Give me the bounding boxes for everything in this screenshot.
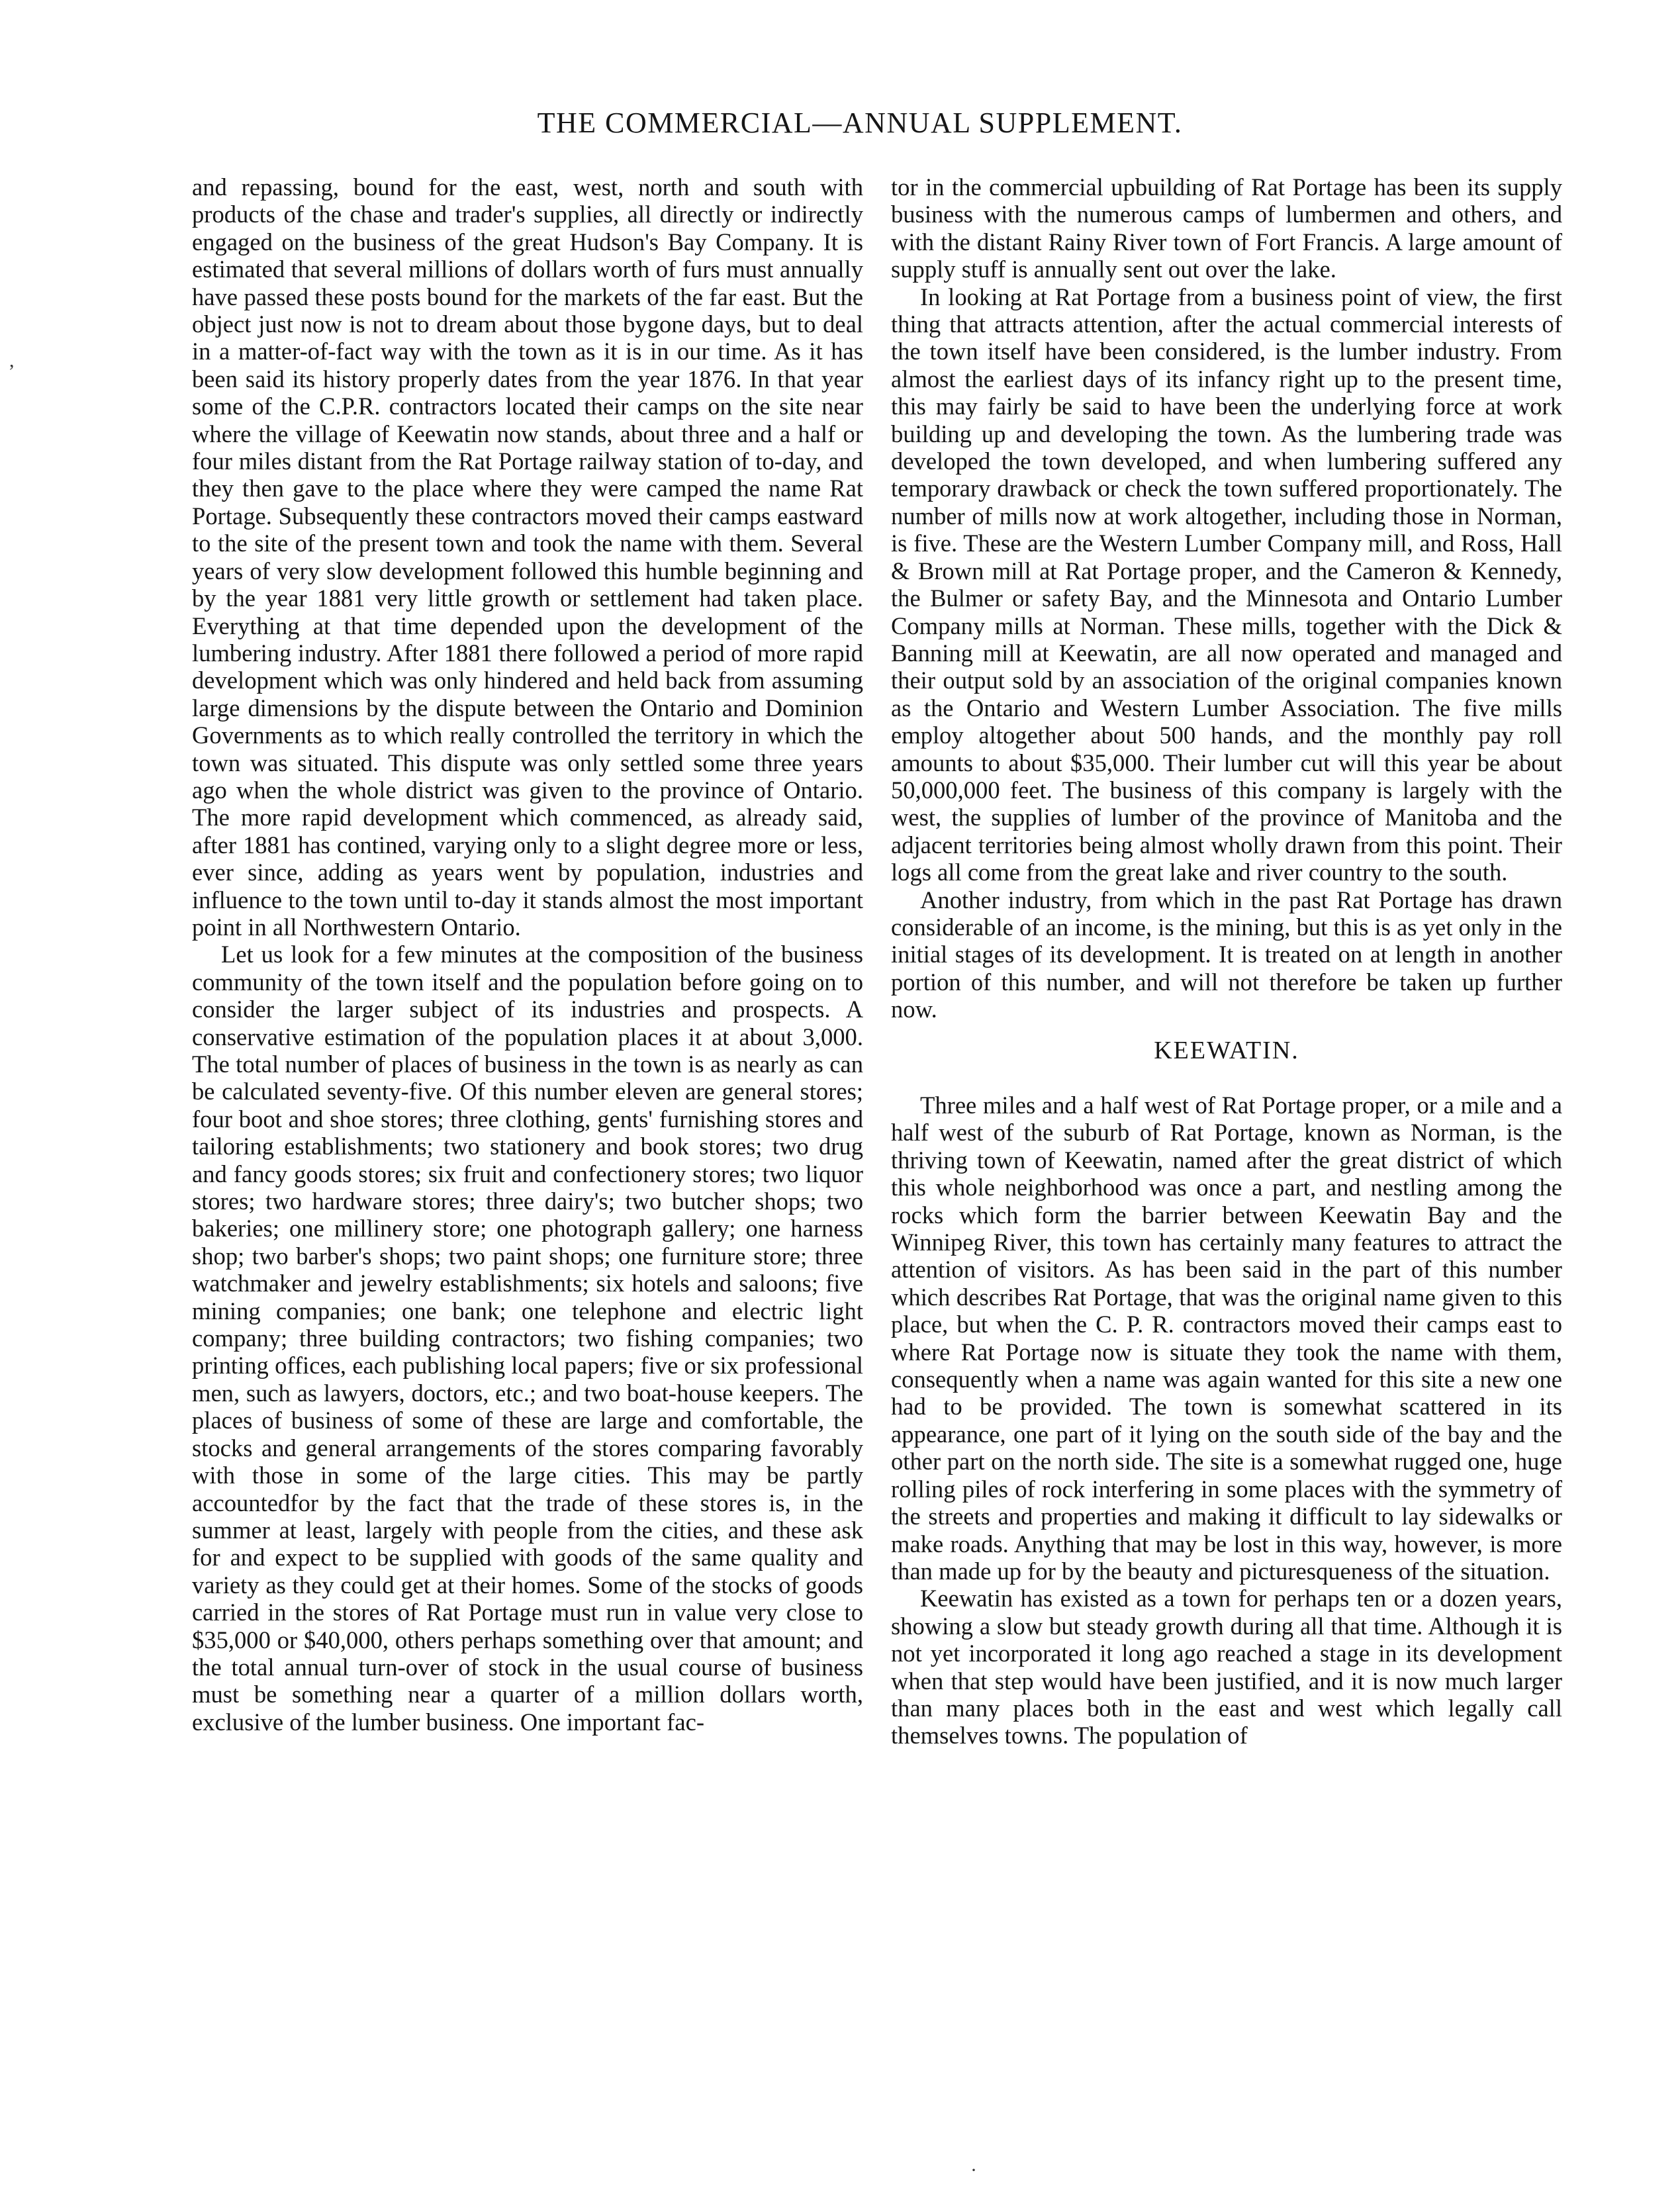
left-paragraph-1: and repassing, bound for the east, west, north and south with products of the chase and trader's supplies, all directly or indirectly engaged on the business of the great Hudson's Bay Company. It is estimated that several millions of dollars worth of furs must annually have passed these posts bound for the markets of the far east. But the object just now is not to dream about those bygone days, but to deal in a matter-of-fact way with the town as it is in our time. As it has been said its history properly dates from the year 1876. In that year some of the C.P.R. contractors located their camps on the site near where the village of Keewatin now stands, about three and a half or four miles distant from the Rat Portage railway station of to-day, and they then gave to the place where they were camped the name Rat Portage. Subsequently these contractors moved their camps eastward to the site of the present town and took the name with them. Several years of very slow development followed this humble beginning and by the year 1881 very little growth or settlement had taken place. Everything at that time depended upon the development of the lumbering industry. After 1881 there followed a period of more rapid development which was only hindered and held back from assuming large dimensions by the dispute between the Ontario and Dominion Governments as to which really controlled the territory in which the town was situated. This dispute was only settled some three years ago when the whole district was given to the province of Ontario. The more rapid development which commenced, as already said, after 1881 has contined, varying only to a slight degree more or less, ever since, adding as years went by population, industries and influence to the town until to-day it stands almost the most important point in all Northwestern Ontario. (192, 173, 863, 941)
keewatin-paragraph-1: Three miles and a half west of Rat Portage proper, or a mile and a half west of the suburb of Rat Portage, known as Norman, is the thriving town of Keewatin, named after the great district of which this whole neighborhood was once a part, and nestling among the rocks which form the barrier between Keewatin Bay and the Winnipeg River, this town has certainly many features to attract the attention of visitors. As has been said in the part of this number which describes Rat Portage, that was the original name given to this place, but when the C. P. R. contractors moved their camps east to where Rat Portage now is situate they took the name with them, consequently when a name was again wanted for this site a new one had to be provided. The town is somewhat scattered in its appearance, one part of it lying on the south side of the bay and the other part on the north side. The site is a somewhat rugged one, huge rolling piles of rock interfering in some places with the symmetry of the streets and properties and making it difficult to lay sidewalks or make roads. Anything that may be lost in this way, however, is more than made up for by the beauty and picturesqueness of the situation. (891, 1092, 1562, 1585)
right-paragraph-2: In looking at Rat Portage from a business point of view, the first thing that attracts attention, after the actual commercial interests of the town itself have been considered, is the lumber industry. From almost the earliest days of its infancy right up to the present time, this may fairly be said to have been the underlying force at work building up and developing the town. As the lumbering trade was developed the town developed, and when lumbering suffered any temporary drawback or check the town suffered proportionately. The number of mills now at work altogether, including those in Norman, is five. These are the Western Lumber Company mill, and Ross, Hall & Brown mill at Rat Portage proper, and the Cameron & Kennedy, the Bulmer or safety Bay, and the Minnesota and Ontario Lumber Company mills at Norman. These mills, together with the Dick & Banning mill at Keewatin, are all now operated and managed and their output sold by an association of the original companies known as the Ontario and Western Lumber Association. The five mills employ altogether about 500 hands, and the monthly pay roll amounts to about $35,000. Their lumber cut will this year be about 50,000,000 feet. The business of this company is largely with the west, the supplies of lumber of the province of Manitoba and the adjacent territories being almost wholly drawn from this point. Their logs all come from the great lake and river country to the south. (891, 283, 1562, 886)
right-column (891, 173, 1562, 1749)
section-heading-keewatin: KEEWATIN. (1154, 1036, 1299, 1064)
margin-speck: , (9, 349, 15, 371)
right-paragraph-3: Another industry, from which in the past Rat Portage has drawn considerable of an income, is the mining, but this is as yet only in the initial stages of its development. It is treated on at length in another portion of this number, and will not therefore be taken up further now. (891, 886, 1562, 1023)
left-paragraph-2: Let us look for a few minutes at the composition of the business community of the town itself and the population before going on to consider the larger subject of its industries and prospects. A conservative estimation of the population places it at about 3,000. The total number of places of business in the town is as nearly as can be calculated seventy-five. Of this number eleven are general stores; four boot and shoe stores; three clothing, gents' furnishing stores and tailoring establishments; two stationery and book stores; two drug and fancy goods stores; six fruit and confectionery stores; two liquor stores; two hardware stores; three dairy's; two butcher shops; two bakeries; one millinery store; one photograph gallery; one harness shop; two barber's shops; two paint shops; one furniture store; three watchmaker and jewelry establishments; six hotels and saloons; five mining companies; one bank; one telephone and electric light company; three building contractors; two fishing companies; two printing offices, each publishing local papers; five or six professional men, such as lawyers, doctors, etc.; and two boat-house keepers. The places of business of some of these are large and comfortable, the stocks and general arrangements of the stores comparing favorably with those in some of the large cities. This may be partly accountedfor by the fact that the trade of these stores is, in the summer at least, largely with people from the cities, and these ask for and expect to be supplied with goods of the same quality and variety as they could get at their homes. Some of the stocks of goods carried in the stores of Rat Portage must run in value very close to $35,000 or $40,000, others perhaps something over that amount; and the total annual turn-over of stock in the usual course of business must be something near a quarter of a million dollars worth, exclusive of the lumber business. One important fac- (192, 941, 863, 1736)
keewatin-paragraph-2: Keewatin has existed as a town for perhaps ten or a dozen years, showing a slow but steady growth during all that time. Although it is not yet incorporated it long ago reached a stage in its development when that step would have been justified, and it is now much larger than many places both in the east and west which legally call themselves towns. The population of (891, 1585, 1562, 1749)
right-paragraph-1: tor in the commercial upbuilding of Rat Portage has been its supply business with the numerous camps of lumbermen and others, and with the distant Rainy River town of Fort Francis. A large amount of supply stuff is annually sent out over the lake. (891, 173, 1562, 283)
left-column (192, 173, 863, 1736)
bottom-speck: · (970, 2159, 977, 2181)
page-header: THE COMMERCIAL—ANNUAL SUPPLEMENT. (537, 107, 1183, 139)
